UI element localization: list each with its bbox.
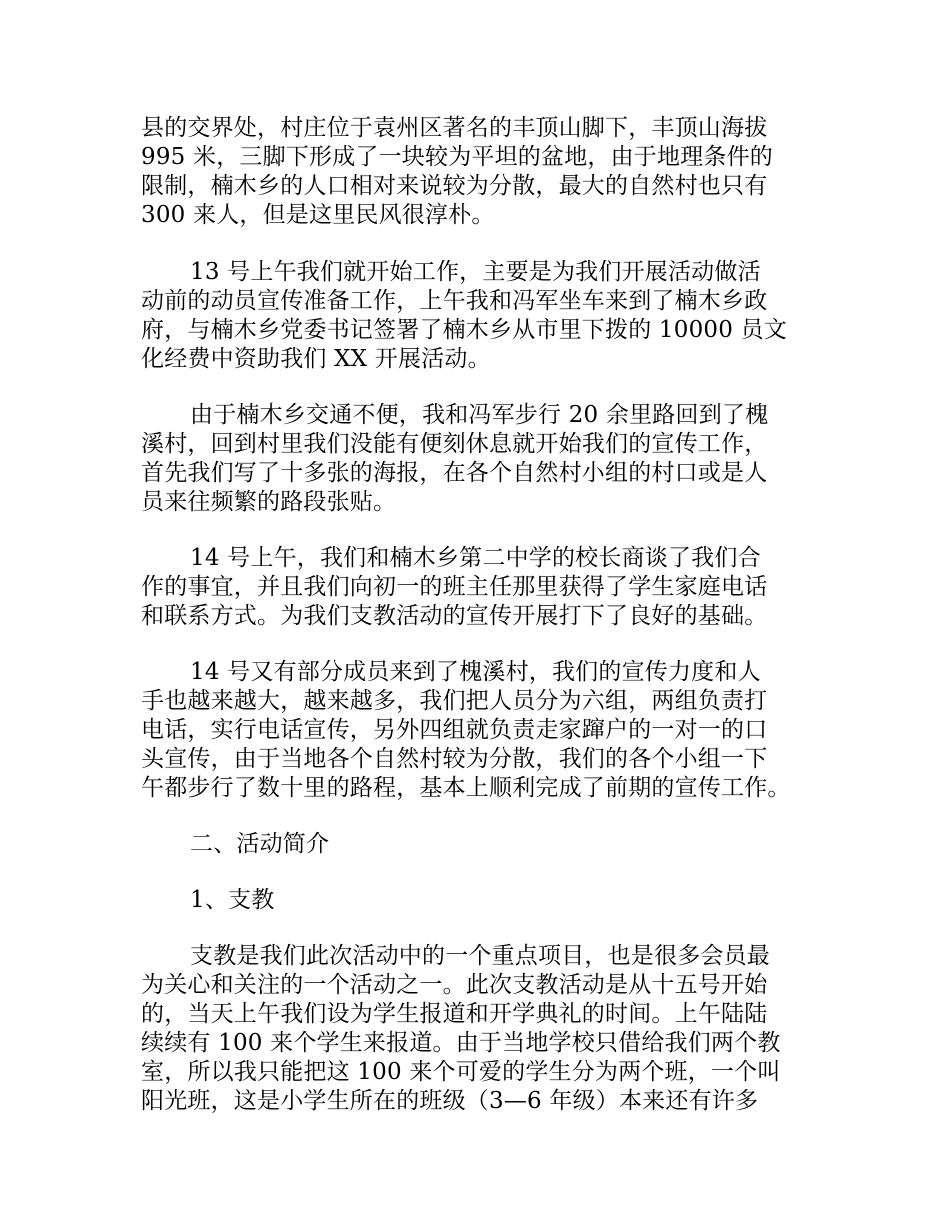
text-line: 995 米，三脚下形成了一块较为平坦的盆地，由于地理条件的 [141, 144, 774, 170]
text-line: 头宣传，由于当地各个自然村较为分散，我们的各个小组一下 [141, 746, 768, 772]
text-line: 阳光班，这是小学生所在的班级（3—6 年级）本来还有许多 [141, 1088, 759, 1114]
text-line: 室，所以我只能把这 100 来个可爱的学生分为两个班，一个叫 [141, 1059, 781, 1085]
text-line: 县的交界处，村庄位于袁州区著名的丰顶山脚下，丰顶山海拔 [141, 115, 768, 141]
text-line: 午都步行了数十里的路程，基本上顺利完成了前期的宣传工作。 [141, 775, 791, 801]
text-line: 溪村，回到村里我们没能有便刻休息就开始我们的宣传工作， [141, 431, 768, 457]
text-line: 电话，实行电话宣传，另外四组就负责走家蹿户的一对一的口 [141, 717, 768, 743]
text-line: 府，与楠木乡党委书记签署了楠木乡从市里下拨的 10000 员文 [141, 317, 787, 343]
text-line: 限制，楠木乡的人口相对来说较为分散，最大的自然村也只有 [141, 173, 768, 199]
text-line: 300 来人，但是这里民风很淳朴。 [141, 202, 495, 228]
text-line: 员来往频繁的路段张贴。 [141, 489, 397, 515]
text-line: 13 号上午我们就开始工作，主要是为我们开展活动做活 [190, 259, 761, 285]
text-line: 首先我们写了十多张的海报，在各个自然村小组的村口或是人 [141, 460, 768, 486]
text-line: 作的事宜，并且我们向初一的班主任那里获得了学生家庭电话 [141, 574, 768, 600]
text-line: 为关心和关注的一个活动之一。此次支教活动是从十五号开始 [141, 972, 768, 998]
text-line: 14 号又有部分成员来到了槐溪村，我们的宣传力度和人 [190, 659, 761, 685]
text-line: 和联系方式。为我们支教活动的宣传开展打下了良好的基础。 [141, 603, 768, 629]
text-line: 14 号上午，我们和楠木乡第二中学的校长商谈了我们合 [190, 545, 761, 571]
section-heading: 二、活动简介 [190, 831, 330, 857]
text-line: 手也越来越大，越来越多，我们把人员分为六组，两组负责打 [141, 688, 768, 714]
text-line: 化经费中资助我们 XX 开展活动。 [141, 346, 491, 372]
text-line: 续续有 100 来个学生来报道。由于当地学校只借给我们两个教 [141, 1030, 781, 1056]
text-line: 的，当天上午我们设为学生报道和开学典礼的时间。上午陆陆 [141, 1001, 768, 1027]
text-line: 动前的动员宣传准备工作，上午我和冯军坐车来到了楠木乡政 [141, 288, 768, 314]
text-line: 由于楠木乡交通不便，我和冯军步行 20 余里路回到了槐 [190, 402, 769, 428]
text-line: 支教是我们此次活动中的一个重点项目，也是很多会员最 [190, 943, 770, 969]
subsection-heading: 1、支教 [190, 887, 275, 913]
